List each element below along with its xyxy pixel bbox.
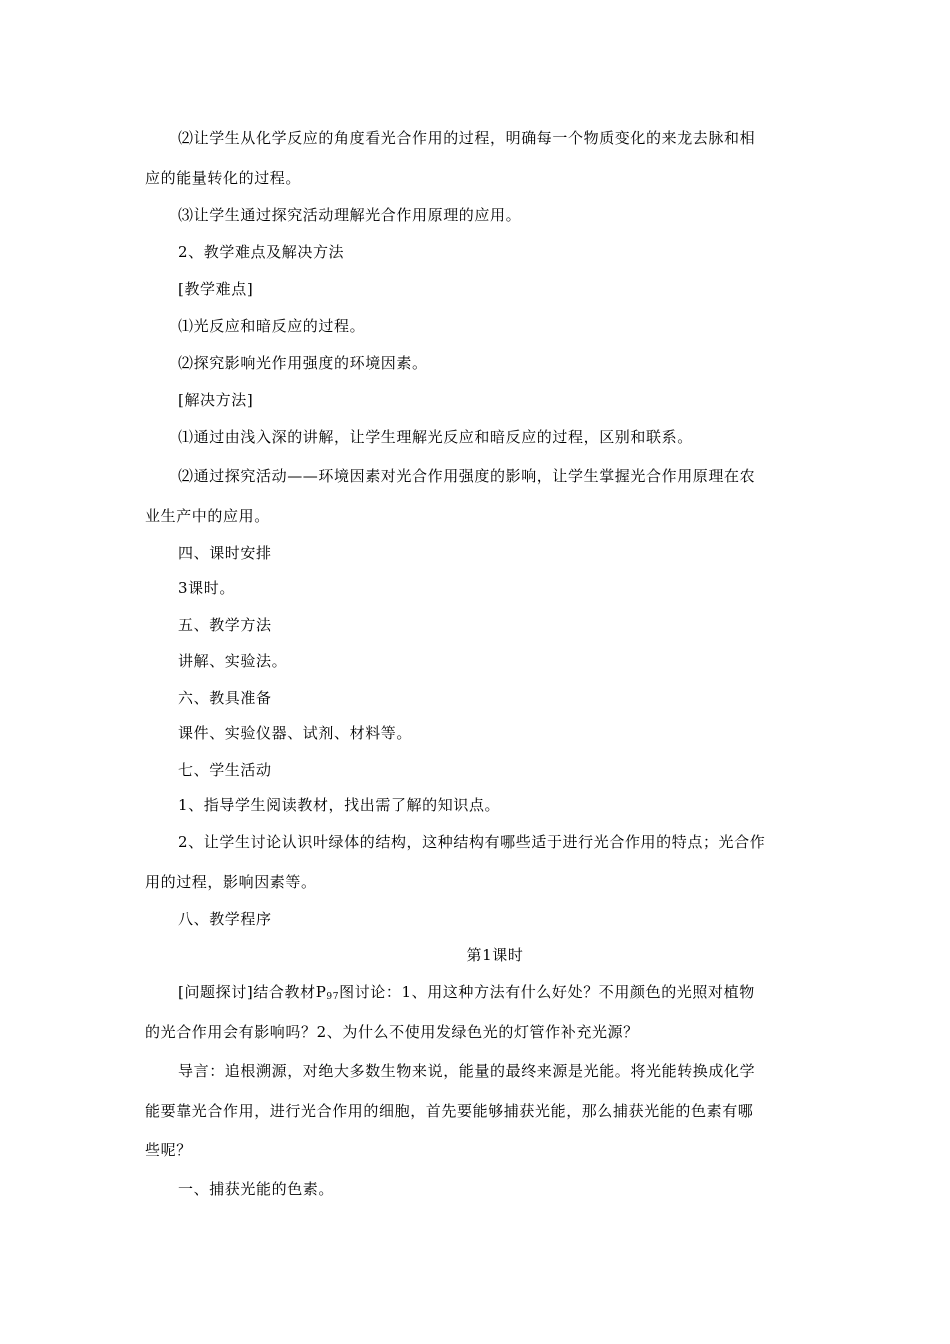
text-line: [解决方法] <box>178 391 254 409</box>
text-line: 应的能量转化的过程。 <box>145 169 302 187</box>
text-line: ⑵探究影响光作用强度的环境因素。 <box>178 354 428 372</box>
text-segment: 图讨论：1、用这种方法有什么好处？不用颜色的光照对植物 <box>339 983 755 1001</box>
lesson-title: 第1课时 <box>466 946 524 964</box>
text-line: 3课时。 <box>178 579 235 597</box>
text-line: 1、指导学生阅读教材，找出需了解的知识点。 <box>178 796 501 814</box>
page-subscript: 97 <box>326 992 340 1002</box>
text-line: 导言：追根溯源，对绝大多数生物来说，能量的最终来源是光能。将光能转换成化学 <box>178 1062 756 1080</box>
text-line: 的光合作用会有影响吗？2、为什么不使用发绿色光的灯管作补充光源？ <box>145 1023 639 1041</box>
text-line: ⑶让学生通过探究活动理解光合作用原理的应用。 <box>178 206 522 224</box>
text-line: 讲解、实验法。 <box>178 652 288 670</box>
text-line: 课件、实验仪器、试剂、材料等。 <box>178 724 413 742</box>
text-line <box>178 982 810 1007</box>
section-heading: 五、教学方法 <box>178 616 272 634</box>
text-line: 能要靠光合作用，进行光合作用的细胞，首先要能够捕获光能，那么捕获光能的色素有哪 <box>145 1102 754 1120</box>
text-line: 用的过程，影响因素等。 <box>145 873 317 891</box>
text-line: 2、让学生讨论认识叶绿体的结构，这种结构有哪些适于进行光合作用的特点；光合作 <box>178 833 766 851</box>
section-heading: 八、教学程序 <box>178 910 272 928</box>
section-heading: 2、教学难点及解决方法 <box>178 243 345 261</box>
section-heading: 四、课时安排 <box>178 544 272 562</box>
section-heading: 一、捕获光能的色素。 <box>178 1180 335 1198</box>
text-line: [教学难点] <box>178 280 254 298</box>
text-line: ⑴光反应和暗反应的过程。 <box>178 317 366 335</box>
text-line: ⑵通过探究活动——环境因素对光合作用强度的影响，让学生掌握光合作用原理在农 <box>178 467 756 485</box>
section-heading: 七、学生活动 <box>178 761 272 779</box>
text-line: 些呢？ <box>145 1141 192 1159</box>
text-line: 业生产中的应用。 <box>145 507 270 525</box>
text-segment: [问题探讨]结合教材P <box>178 983 327 1001</box>
text-line: ⑵让学生从化学反应的角度看光合作用的过程，明确每一个物质变化的来龙去脉和相 <box>178 129 756 147</box>
text-line: ⑴通过由浅入深的讲解，让学生理解光反应和暗反应的过程，区别和联系。 <box>178 428 693 446</box>
section-heading: 六、教具准备 <box>178 689 272 707</box>
